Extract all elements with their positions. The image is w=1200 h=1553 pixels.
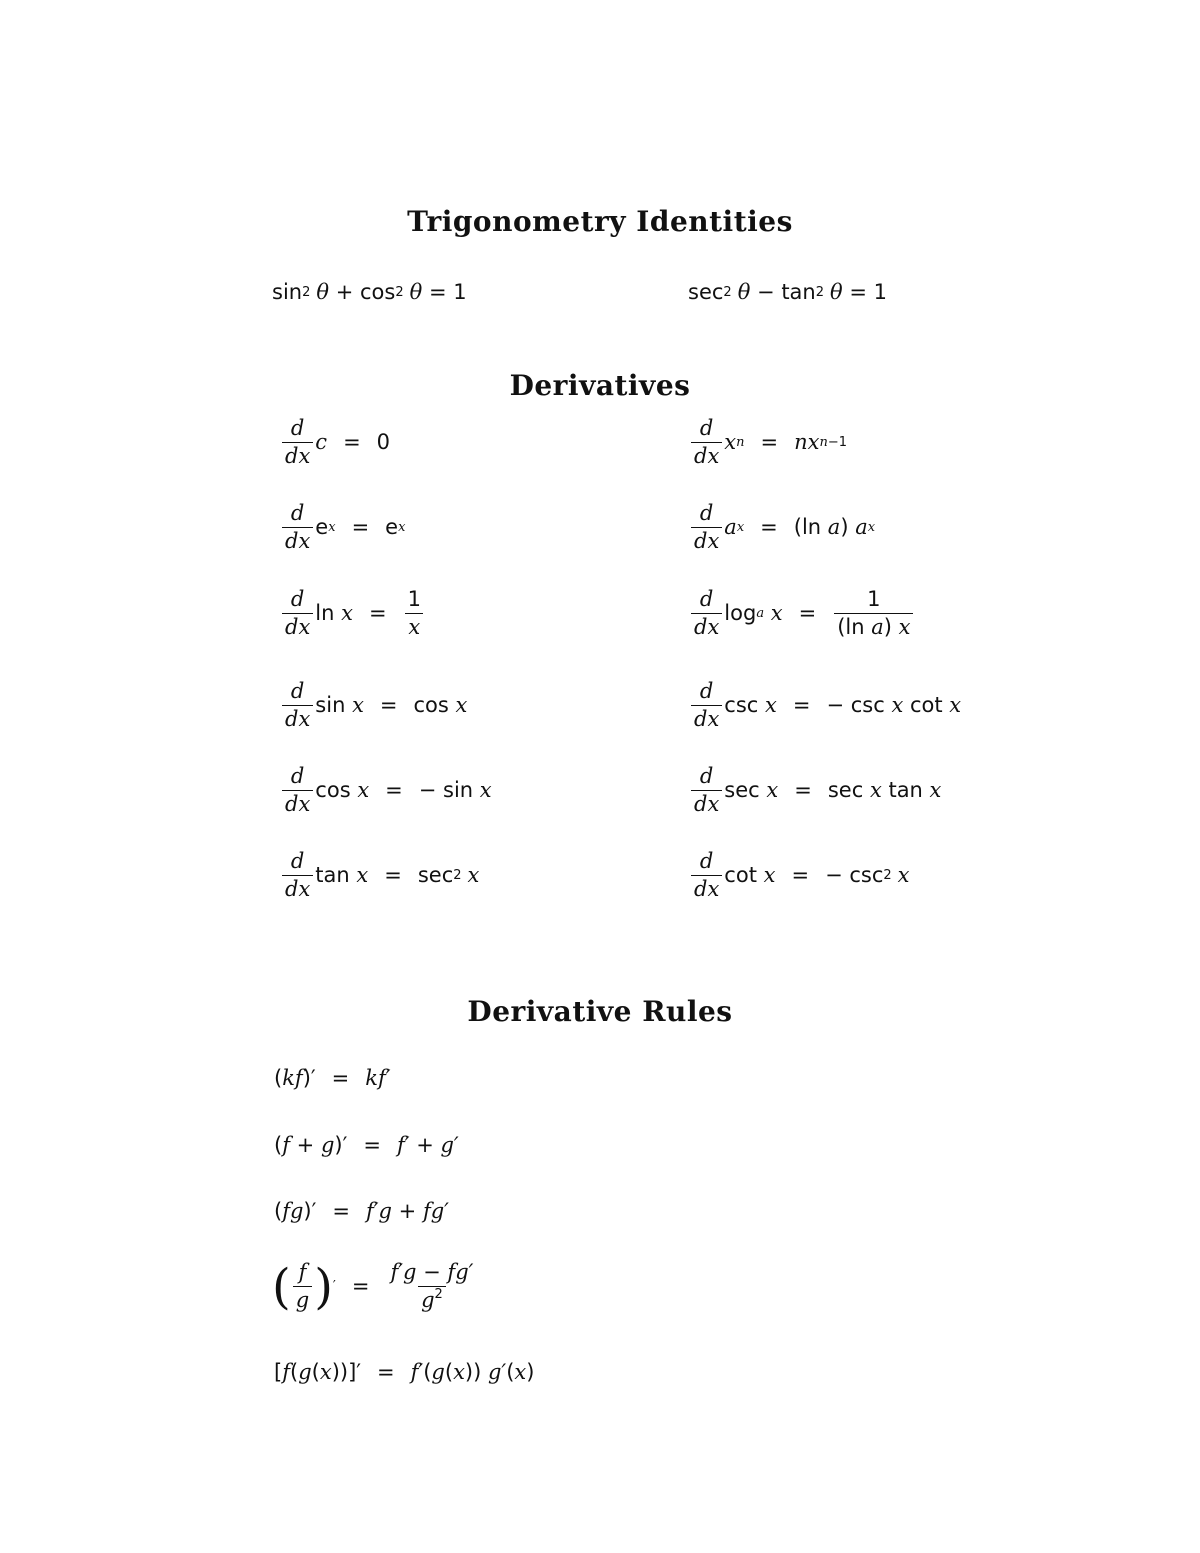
rule-sum: (f + g)′ = f′ + g′	[274, 1133, 459, 1157]
trig-section-title: Trigonometry Identities	[407, 205, 793, 238]
rule-quotient: ( $\frac{f}{g}$ ) ′ = $\frac{f'g - fg'}{g^2}$	[272, 1258, 474, 1315]
derivative-cos: $\frac{d}{dx}$ cos x = − sin x	[280, 766, 492, 815]
derivative-ln: $\frac{d}{dx}$ ln x = $\frac{1}{x}$	[280, 589, 426, 638]
derivative-exp-base-a: $\frac{d}{dx}$ a x = (ln a) a x	[689, 503, 875, 552]
rule-product: (fg)′ = f′g + fg′	[274, 1199, 449, 1223]
derivatives-section-title: Derivatives	[509, 369, 691, 402]
derivative-sin: $\frac{d}{dx}$ sin x = cos x	[280, 681, 467, 730]
derivative-log-base-a: $\frac{d}{dx}$ log a x = $\frac{1}{\text{(ln a) x}}$	[689, 589, 915, 638]
trig-identity-sec-tan: sec 2 θ − tan 2 θ = 1	[688, 280, 887, 304]
rule-constant-multiple: (kf)′ = kf′	[274, 1066, 391, 1090]
derivative-exp: $\frac{d}{dx}$ e x = e x	[280, 503, 405, 552]
rule-chain: [f(g(x))]′ = f′(g(x)) g′(x)	[274, 1360, 535, 1384]
derivative-power: $\frac{d}{dx}$ x n = nx n−1	[689, 418, 847, 467]
derivative-cot: $\frac{d}{dx}$ cot x = − csc 2 x	[689, 851, 910, 900]
derivative-rules-section-title: Derivative Rules	[467, 995, 733, 1028]
trig-identity-sin-cos: sin 2 θ + cos 2 θ = 1	[272, 280, 467, 304]
derivative-csc: $\frac{d}{dx}$ csc x = − csc x cot x	[689, 681, 961, 730]
derivative-constant: $\frac{d}{dx}$ c = 0	[280, 418, 390, 467]
derivative-sec: $\frac{d}{dx}$ sec x = sec x tan x	[689, 766, 941, 815]
derivative-tan: $\frac{d}{dx}$ tan x = sec 2 x	[280, 851, 479, 900]
